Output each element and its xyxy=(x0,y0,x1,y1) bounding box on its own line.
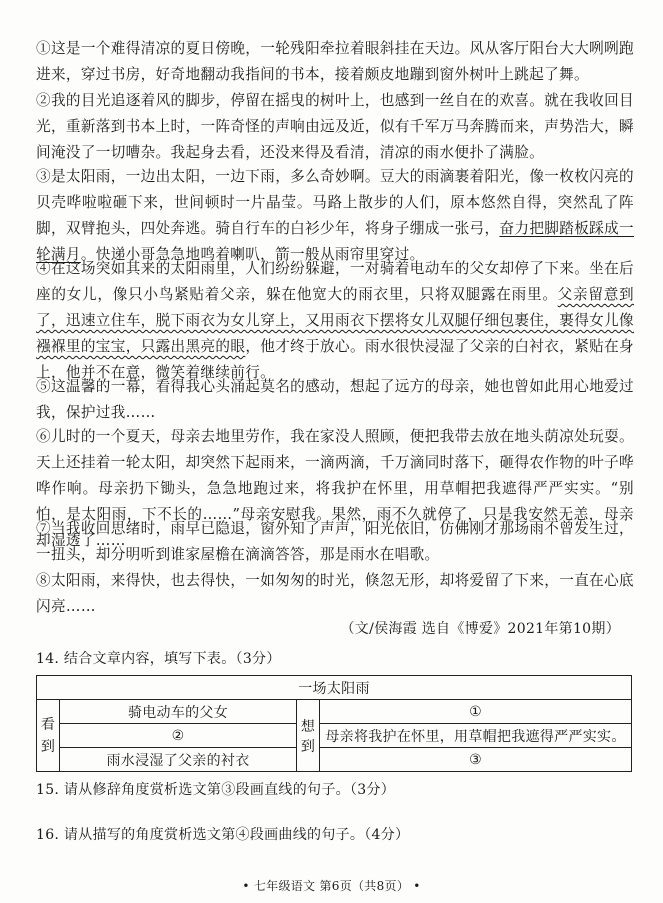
think-cell-2: 母亲将我护在怀里，用草帽把我遮得严严实实。 xyxy=(320,724,632,748)
straight-underlined-sentence: 奋力把脚踏板踩成一轮满月 xyxy=(36,220,634,263)
paragraph-3-text-a: ③是太阳雨，一边出太阳，一边下雨，多么奇妙啊。豆大的雨滴裹着阳光，像一枚枚闪亮的贝壳哗啦啦砸下来，世间顿时一片晶莹。马路上散步的人们，原本悠然自得，突然乱了阵脚，双臂抱头，四处奔逃。骑自行车的白衫少年，将身子绷成一张弓， xyxy=(36,168,634,237)
see-cell-2[interactable]: ② xyxy=(60,724,297,748)
think-cell-3[interactable]: ③ xyxy=(320,748,632,772)
see-char-1: 看 xyxy=(40,716,56,733)
paragraph-6: ⑥儿时的一个夏天，母亲去地里劳作，我在家没人照顾，便把我带去放在地头荫凉处玩耍。天上还挂着一轮太阳，却突然下起雨来，一滴两滴，千万滴同时落下，砸得农作物的叶子哗哗作响。母亲扔下锄头，急急地跑过来，将我护在怀里，用草帽把我遮得严严实实。“别怕，是太阳雨，下不长的……”母亲安慰我。果然，雨不久就停了，只是我安然无恙，母亲却湿透了…… xyxy=(36,428,634,549)
see-cell-3: 雨水浸湿了父亲的衬衣 xyxy=(60,748,297,772)
paragraph-1: ①这是一个难得清凉的夏日傍晚，一轮残阳牵拉着眼斜挂在天边。风从客厅阳台大大咧咧跑进来，穿过书房，好奇地翻动我指间的书本，接着颇皮地蹦到窗外树叶上跳起了舞。 xyxy=(36,40,634,83)
article-source: （文/侯海霞 选自《博爱》2021年第10期） xyxy=(340,621,620,637)
question-16: 16. 请从描写的角度赏析选文第④段画曲线的句子。（4分） xyxy=(36,827,410,843)
paragraph-8: ⑧太阳雨，来得快，也去得快，一如匆匆的时光，倏忽无形，却将爱留了下来，一直在心底闪亮…… xyxy=(36,572,634,615)
page-footer: • 七年级语文 第6页（共8页） • xyxy=(242,879,421,893)
paragraph-3 xyxy=(36,164,634,268)
paragraph-5: ⑤这温馨的一幕，看得我心头涌起莫名的感动，想起了远方的母亲，她也曾如此用心地爱过我，保护过我…… xyxy=(36,378,634,421)
question-15: 15. 请从修辞角度赏析选文第③段画直线的句子。（3分） xyxy=(36,782,396,798)
table-label-see xyxy=(37,700,60,772)
table-label-think xyxy=(297,700,320,772)
think-cell-1[interactable]: ① xyxy=(320,700,632,724)
see-char-2: 到 xyxy=(40,738,56,755)
paragraph-4-text-a: ④在这场突如其来的太阳雨里，人们纷纷躲避，一对骑着电动车的父女却停了下来。坐在后座的女儿，像只小鸟紧贴着父亲，躲在他宽大的雨衣里，只将双腿露在雨里。 xyxy=(36,260,634,303)
paragraph-4-text-b: ，他才终于放心。雨水很快浸湿了父亲的白衬衣，紧贴在身上，他并不在意，微笑着继续前行。 xyxy=(36,338,635,381)
think-char-2: 到 xyxy=(300,738,316,755)
question-14: 14. 结合文章内容，填写下表。（3分） xyxy=(36,651,281,667)
wavy-underlined-sentence: 父亲留意到了，迅速立住车，脱下雨衣为女儿穿上，又用雨衣下摆将女儿双腿仔细包裹住，裹得女儿像襁褓里的宝宝，只露出黑亮的眼 xyxy=(36,286,634,355)
think-char-1: 想 xyxy=(300,718,316,735)
paragraph-3-text-b: 。快递小哥急急地鸣着喇叭，箭一般从雨帘里穿过。 xyxy=(80,246,425,263)
paragraph-7: ⑦当我收回思绪时，雨早已隐退，窗外知了声声，阳光依旧，仿佛刚才那场雨不曾发生过，一扭头，却分明听到谁家屋檐在滴滴答答，那是雨水在唱歌。 xyxy=(36,520,634,563)
table-title: 一场太阳雨 xyxy=(37,676,632,700)
paragraph-4 xyxy=(36,256,634,386)
see-cell-1: 骑电动车的父女 xyxy=(60,700,297,724)
answer-table xyxy=(36,675,632,772)
paragraph-2: ②我的目光追逐着风的脚步，停留在摇曳的树叶上，也感到一丝自在的欢喜。就在我收回目光，重新落到书本上时，一阵奇怪的声响由远及近，似有千军万马奔腾而来，声势浩大，瞬间淹没了一切嘈杂。我起身去看，还没来得及看清，清凉的雨水便扑了满脸。 xyxy=(36,92,634,161)
